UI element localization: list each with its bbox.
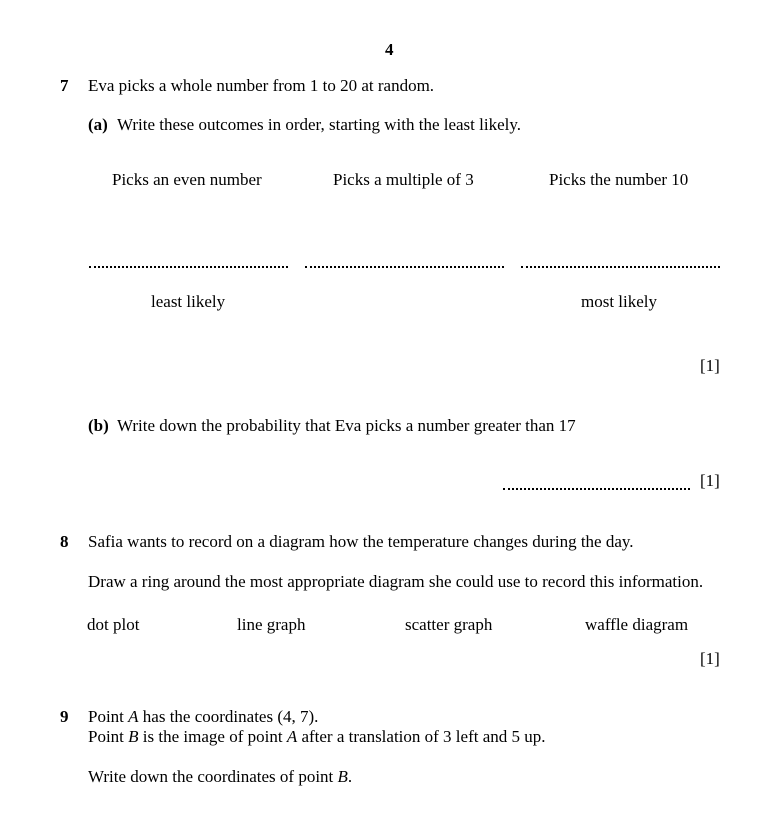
q7a-outcome-even: Picks an even number: [112, 170, 262, 189]
q7a-outcome-multiple-3: Picks a multiple of 3: [333, 170, 474, 189]
q9-number: 9: [60, 707, 69, 726]
q9-line-2: Point B is the image of point A after a translation of 3 left and 5 up.: [88, 727, 546, 746]
q8-option-line-graph[interactable]: line graph: [237, 615, 306, 634]
q7a-most-likely-label: most likely: [581, 292, 658, 311]
q9-line-1: Point A has the coordinates (4, 7).: [88, 707, 319, 726]
q7a-text: Write these outcomes in order, starting with the least likely.: [117, 115, 522, 134]
q8-option-scatter-graph[interactable]: scatter graph: [405, 615, 493, 634]
q7a-answer-line-2[interactable]: [305, 266, 504, 268]
q7b-marks: [1]: [700, 471, 720, 490]
page-number: 4: [385, 40, 394, 59]
q9-line-3: Write down the coordinates of point B.: [88, 767, 353, 786]
q7-number: 7: [60, 76, 69, 95]
q7b-text: Write down the probability that Eva picks a number greater than 17: [117, 416, 576, 435]
q7b-label: (b): [88, 416, 109, 435]
q8-line-2: Draw a ring around the most appropriate diagram she could use to record this information.: [88, 572, 704, 591]
q7b-answer-line[interactable]: [503, 488, 690, 490]
q8-option-dot-plot[interactable]: dot plot: [87, 615, 140, 634]
q7a-marks: [1]: [700, 356, 720, 375]
q7a-outcome-number-10: Picks the number 10: [549, 170, 689, 189]
q8-line-1: Safia wants to record on a diagram how the temperature changes during the day.: [88, 532, 634, 551]
q7a-label: (a): [88, 115, 108, 134]
q8-option-waffle-diagram[interactable]: waffle diagram: [585, 615, 689, 634]
q7-stem: Eva picks a whole number from 1 to 20 at random.: [88, 76, 435, 95]
q7a-answer-line-3[interactable]: [521, 266, 720, 268]
q8-marks: [1]: [700, 649, 720, 668]
q8-number: 8: [60, 532, 69, 551]
q7a-least-likely-label: least likely: [151, 292, 226, 311]
q7a-answer-line-1[interactable]: [89, 266, 288, 268]
